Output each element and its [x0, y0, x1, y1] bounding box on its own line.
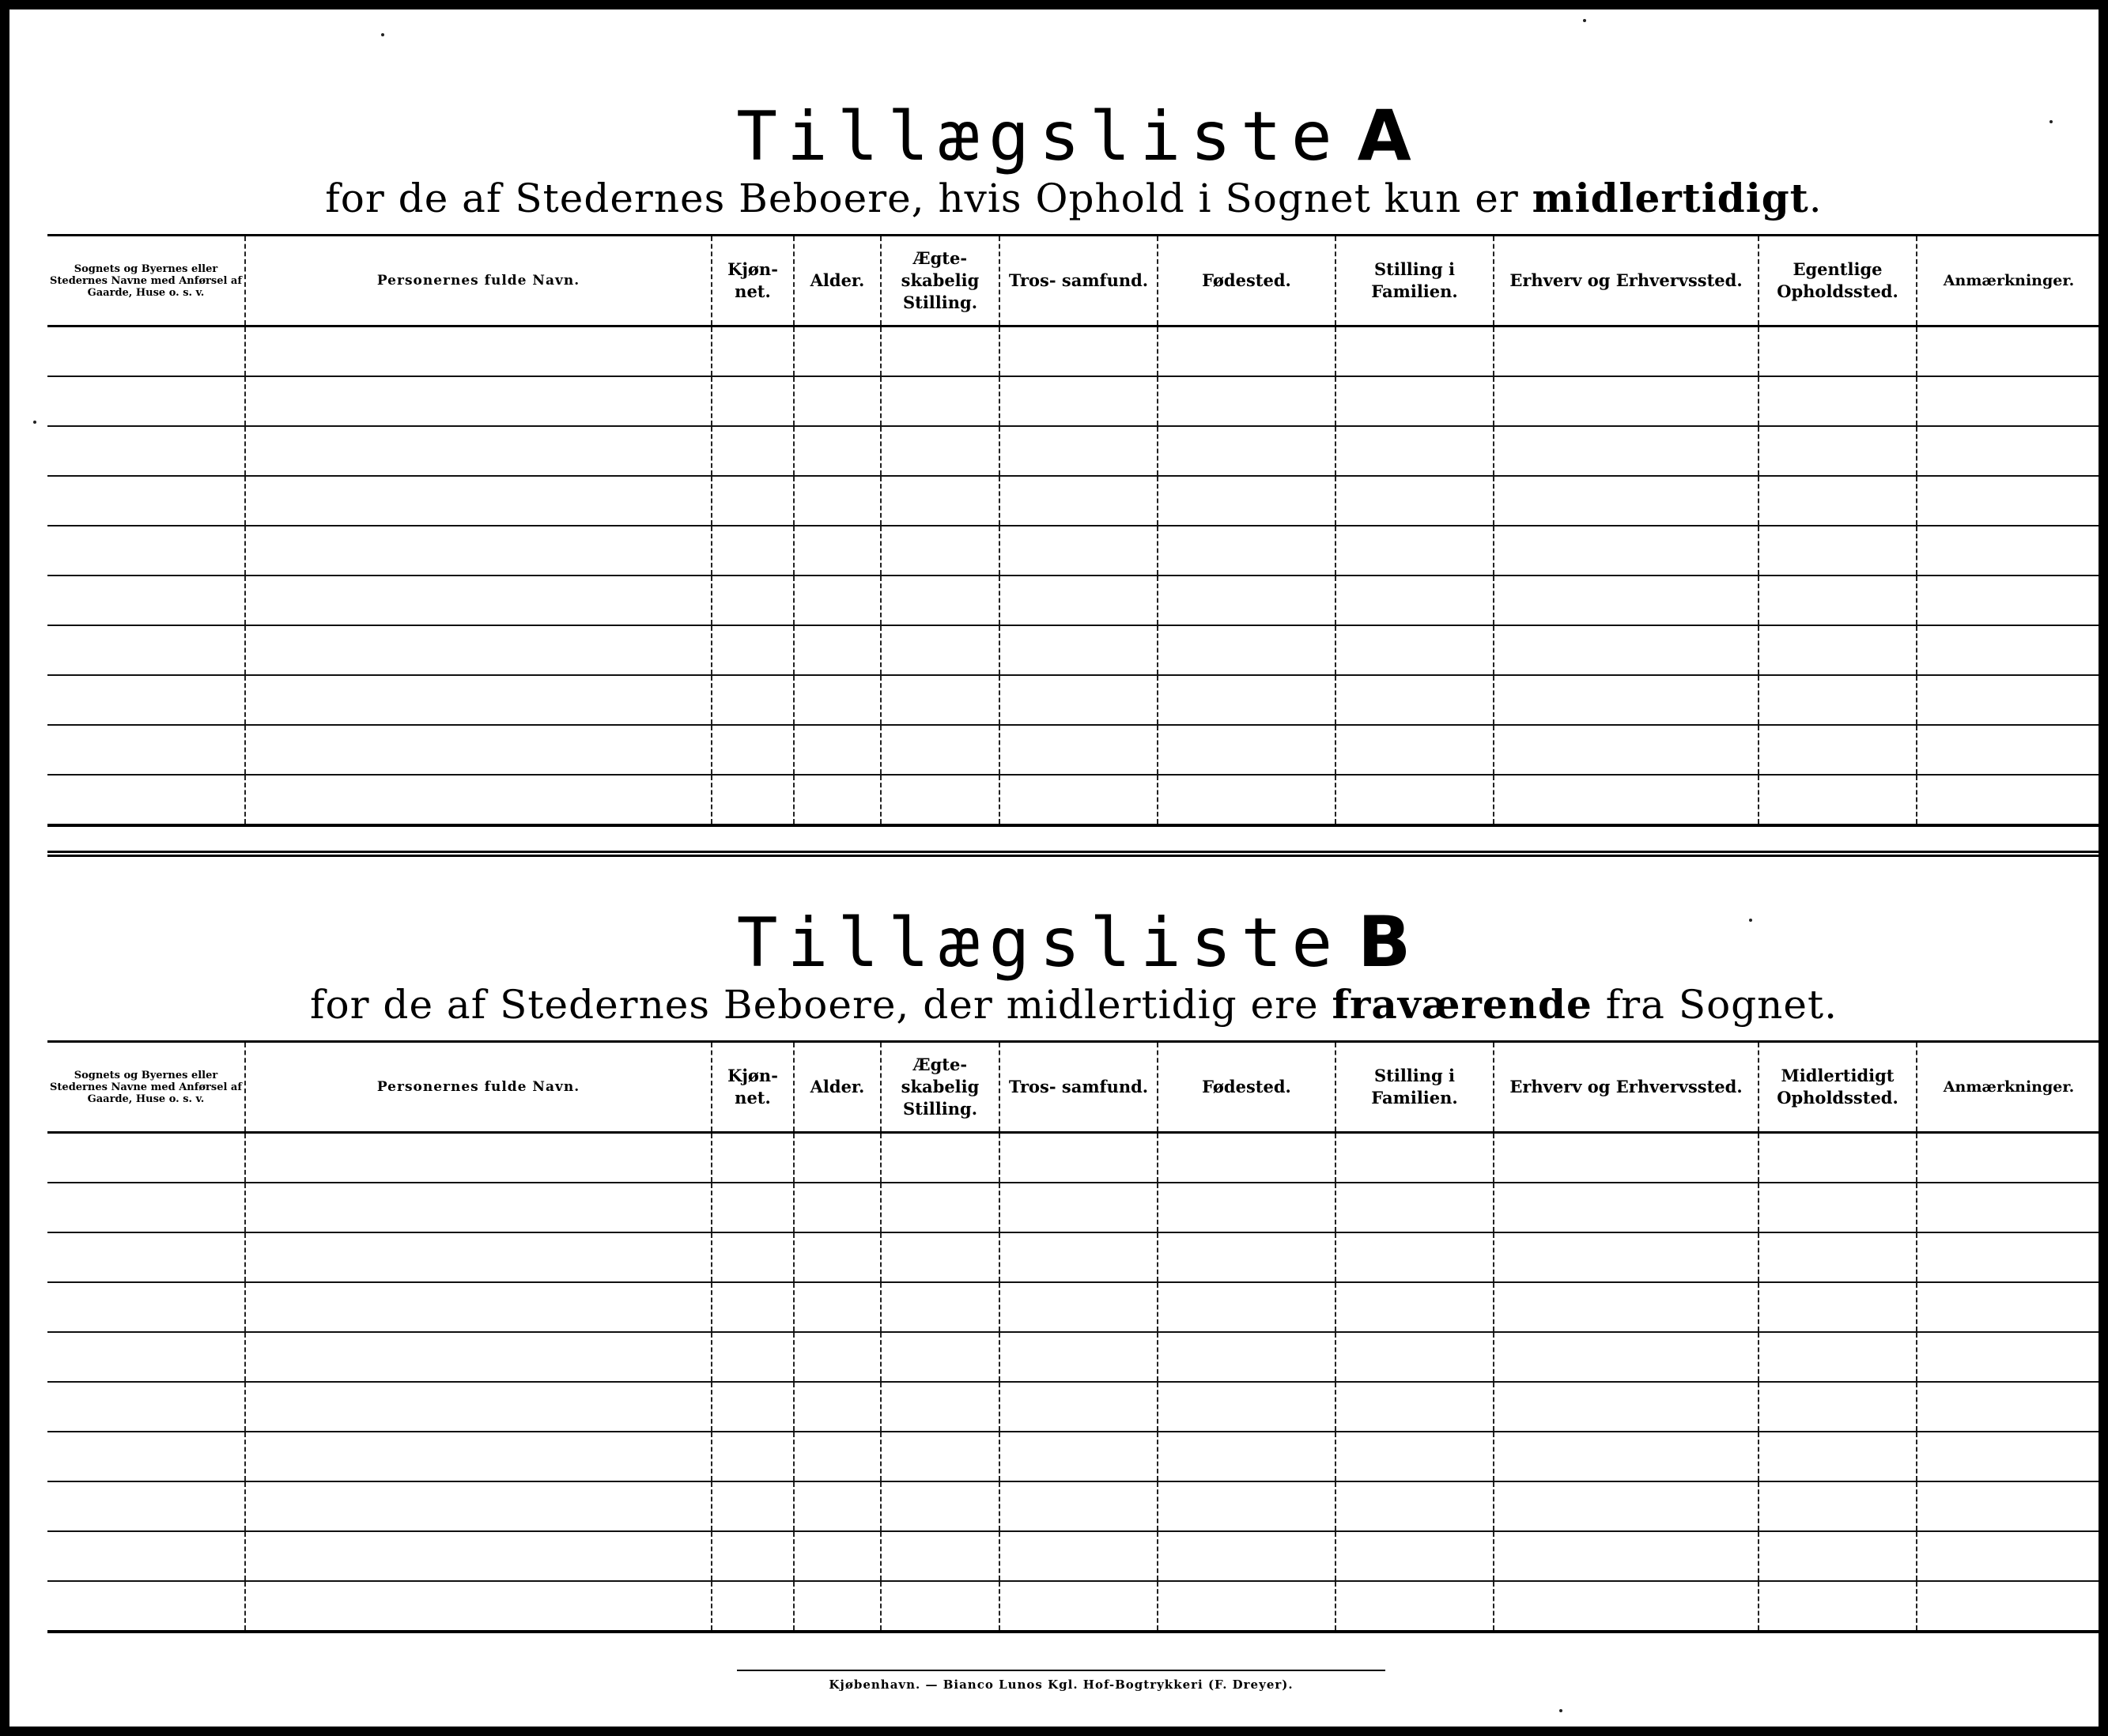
blank-cell[interactable]	[881, 675, 999, 725]
list-a-table	[47, 234, 2099, 827]
blank-cell[interactable]	[1759, 1382, 1917, 1432]
blank-cell[interactable]	[999, 1432, 1158, 1481]
blank-cell[interactable]	[245, 426, 712, 476]
blank-cell[interactable]	[1759, 576, 1917, 625]
print-speck	[1749, 919, 1752, 922]
blank-cell[interactable]	[1158, 1382, 1335, 1432]
blank-cell[interactable]	[1759, 1282, 1917, 1332]
list-b-subtitle	[47, 979, 2099, 1030]
blank-cell[interactable]	[1335, 1133, 1494, 1183]
blank-cell[interactable]	[712, 1282, 794, 1332]
blank-cell[interactable]	[245, 625, 712, 675]
blank-cell[interactable]	[712, 1133, 794, 1183]
blank-cell[interactable]	[881, 1232, 999, 1282]
blank-cell[interactable]	[999, 426, 1158, 476]
blank-cell[interactable]	[881, 625, 999, 675]
blank-cell[interactable]	[245, 1133, 712, 1183]
blank-cell[interactable]	[47, 775, 245, 825]
blank-cell[interactable]	[47, 675, 245, 725]
blank-cell[interactable]	[245, 775, 712, 825]
col-religion: Tros- samfund.	[999, 1042, 1158, 1133]
blank-cell[interactable]	[712, 1581, 794, 1632]
blank-cell[interactable]	[712, 775, 794, 825]
col-occupation: Erhverv og Erhvervssted.	[1494, 236, 1759, 326]
table-row	[47, 725, 2099, 775]
blank-cell[interactable]	[712, 1183, 794, 1232]
blank-cell[interactable]	[245, 326, 712, 377]
blank-cell[interactable]	[1335, 1581, 1494, 1632]
blank-cell[interactable]	[712, 675, 794, 725]
table-row	[47, 576, 2099, 625]
blank-cell[interactable]	[1917, 476, 2099, 526]
blank-cell[interactable]	[712, 625, 794, 675]
blank-cell[interactable]	[794, 576, 881, 625]
blank-cell[interactable]	[1759, 1531, 1917, 1581]
blank-cell[interactable]	[794, 526, 881, 576]
blank-cell[interactable]	[1494, 1183, 1759, 1232]
table-row	[47, 1232, 2099, 1282]
blank-cell[interactable]	[47, 1232, 245, 1282]
blank-cell[interactable]	[1917, 1581, 2099, 1632]
blank-cell[interactable]	[1917, 625, 2099, 675]
blank-cell[interactable]	[1158, 1481, 1335, 1531]
blank-cell[interactable]	[999, 1531, 1158, 1581]
blank-cell[interactable]	[712, 1432, 794, 1481]
blank-cell[interactable]	[245, 725, 712, 775]
table-row	[47, 1432, 2099, 1481]
blank-cell[interactable]	[712, 326, 794, 377]
blank-cell[interactable]	[1335, 326, 1494, 377]
blank-cell[interactable]	[1335, 1432, 1494, 1481]
blank-cell[interactable]	[999, 1183, 1158, 1232]
blank-cell[interactable]	[881, 1581, 999, 1632]
col-religion: Tros- samfund.	[999, 236, 1158, 326]
blank-cell[interactable]	[1494, 576, 1759, 625]
col-family-position: Stilling i Familien.	[1335, 236, 1494, 326]
col-full-name: Personernes fulde Navn.	[245, 236, 712, 326]
blank-cell[interactable]	[1494, 526, 1759, 576]
blank-cell[interactable]	[881, 1432, 999, 1481]
list-b-title	[47, 903, 2099, 983]
blank-cell[interactable]	[999, 1232, 1158, 1282]
blank-cell[interactable]	[1917, 1382, 2099, 1432]
blank-cell[interactable]	[1158, 376, 1335, 426]
col-temporary-residence: Midlertidigt Opholdssted.	[1759, 1042, 1917, 1133]
blank-cell[interactable]	[1759, 1232, 1917, 1282]
blank-cell[interactable]	[1158, 1133, 1335, 1183]
blank-cell[interactable]	[999, 1332, 1158, 1382]
blank-cell[interactable]	[881, 775, 999, 825]
blank-cell[interactable]	[881, 1531, 999, 1581]
blank-cell[interactable]	[1335, 526, 1494, 576]
col-remarks: Anmærkninger.	[1917, 1042, 2099, 1133]
blank-cell[interactable]	[1335, 1332, 1494, 1382]
table-row	[47, 1282, 2099, 1332]
blank-cell[interactable]	[999, 476, 1158, 526]
blank-cell[interactable]	[1158, 675, 1335, 725]
blank-cell[interactable]	[1917, 1183, 2099, 1232]
list-b-letter: B	[1358, 901, 1411, 983]
blank-cell[interactable]	[1158, 1183, 1335, 1232]
blank-cell[interactable]	[1917, 1481, 2099, 1531]
col-sex: Kjøn- net.	[712, 236, 794, 326]
blank-cell[interactable]	[999, 326, 1158, 377]
blank-cell[interactable]	[47, 625, 245, 675]
col-birthplace: Fødested.	[1158, 1042, 1335, 1133]
col-birthplace: Fødested.	[1158, 236, 1335, 326]
blank-cell[interactable]	[1494, 675, 1759, 725]
blank-cell[interactable]	[999, 1282, 1158, 1332]
blank-cell[interactable]	[1917, 1432, 2099, 1481]
list-b-title-text: Tillægsliste	[736, 904, 1343, 983]
list-b-subtitle-emphasis: fraværende	[1332, 981, 1592, 1028]
list-a-subtitle-end: .	[1808, 175, 1823, 221]
blank-cell[interactable]	[47, 1531, 245, 1581]
table-row	[47, 1531, 2099, 1581]
blank-cell[interactable]	[47, 725, 245, 775]
blank-cell[interactable]	[1759, 725, 1917, 775]
print-speck	[381, 33, 384, 36]
blank-cell[interactable]	[999, 526, 1158, 576]
blank-cell[interactable]	[47, 1282, 245, 1332]
blank-cell[interactable]	[1759, 526, 1917, 576]
blank-cell[interactable]	[1335, 1531, 1494, 1581]
blank-cell[interactable]	[794, 1232, 881, 1282]
print-speck	[33, 421, 36, 424]
form-sheet	[9, 9, 2099, 1727]
col-marital-status: Ægte- skabelig Stilling.	[881, 236, 999, 326]
table-row	[47, 1332, 2099, 1382]
blank-cell[interactable]	[712, 476, 794, 526]
blank-cell[interactable]	[245, 1432, 712, 1481]
blank-cell[interactable]	[47, 526, 245, 576]
blank-cell[interactable]	[1759, 1133, 1917, 1183]
blank-cell[interactable]	[712, 426, 794, 476]
list-a-subtitle-text: for de af Stedernes Beboere, hvis Ophold i Sognet kun er	[325, 175, 1532, 221]
section-divider	[47, 851, 2099, 857]
blank-cell[interactable]	[1158, 1232, 1335, 1282]
blank-cell[interactable]	[881, 376, 999, 426]
table-row	[47, 775, 2099, 825]
blank-cell[interactable]	[1759, 775, 1917, 825]
blank-cell[interactable]	[1335, 426, 1494, 476]
blank-cell[interactable]	[47, 376, 245, 426]
blank-cell[interactable]	[245, 1481, 712, 1531]
blank-cell[interactable]	[1759, 1481, 1917, 1531]
table-row	[47, 426, 2099, 476]
list-b-subtitle-text: for de af Stedernes Beboere, der midlertidig ere	[310, 982, 1332, 1028]
blank-cell[interactable]	[245, 675, 712, 725]
blank-cell[interactable]	[1158, 775, 1335, 825]
blank-cell[interactable]	[1759, 1432, 1917, 1481]
list-a-title	[47, 96, 2099, 176]
blank-cell[interactable]	[712, 1382, 794, 1432]
blank-cell[interactable]	[1494, 775, 1759, 825]
col-remarks: Anmærkninger.	[1917, 236, 2099, 326]
blank-cell[interactable]	[47, 1332, 245, 1382]
blank-cell[interactable]	[999, 1133, 1158, 1183]
blank-cell[interactable]	[1158, 625, 1335, 675]
blank-cell[interactable]	[1759, 476, 1917, 526]
blank-cell[interactable]	[794, 1531, 881, 1581]
blank-cell[interactable]	[1917, 576, 2099, 625]
blank-cell[interactable]	[47, 1432, 245, 1481]
col-occupation: Erhverv og Erhvervssted.	[1494, 1042, 1759, 1133]
blank-cell[interactable]	[47, 576, 245, 625]
blank-cell[interactable]	[1917, 1332, 2099, 1382]
blank-cell[interactable]	[1759, 426, 1917, 476]
col-residence: Egentlige Opholdssted.	[1759, 236, 1917, 326]
list-a-subtitle-emphasis: midlertidigt	[1532, 175, 1809, 221]
list-a-subtitle	[47, 173, 2099, 224]
table-row	[47, 1133, 2099, 1183]
table-row	[47, 1183, 2099, 1232]
blank-cell[interactable]	[47, 326, 245, 377]
print-speck	[1583, 19, 1586, 22]
blank-cell[interactable]	[1158, 426, 1335, 476]
list-a-title-text: Tillægsliste	[736, 97, 1342, 176]
blank-cell[interactable]	[1759, 1332, 1917, 1382]
blank-cell[interactable]	[881, 1332, 999, 1382]
blank-cell[interactable]	[1335, 1183, 1494, 1232]
blank-cell[interactable]	[1494, 476, 1759, 526]
blank-cell[interactable]	[712, 1481, 794, 1531]
blank-cell[interactable]	[1158, 476, 1335, 526]
blank-cell[interactable]	[1494, 1432, 1759, 1481]
blank-cell[interactable]	[47, 1183, 245, 1232]
blank-cell[interactable]	[1158, 1432, 1335, 1481]
col-location: Sognets og Byernes eller Stedernes Navne med Anførsel af Gaarde, Huse o. s. v.	[47, 236, 245, 326]
table-row	[47, 526, 2099, 576]
table-row	[47, 476, 2099, 526]
blank-cell[interactable]	[794, 725, 881, 775]
blank-cell[interactable]	[794, 376, 881, 426]
blank-cell[interactable]	[881, 725, 999, 775]
table-row	[47, 675, 2099, 725]
blank-cell[interactable]	[1917, 775, 2099, 825]
blank-cell[interactable]	[245, 1332, 712, 1382]
blank-cell[interactable]	[1335, 576, 1494, 625]
blank-cell[interactable]	[1335, 1481, 1494, 1531]
blank-cell[interactable]	[1158, 725, 1335, 775]
blank-cell[interactable]	[712, 1232, 794, 1282]
blank-cell[interactable]	[1494, 1282, 1759, 1332]
blank-cell[interactable]	[47, 1382, 245, 1432]
blank-cell[interactable]	[1335, 775, 1494, 825]
blank-cell[interactable]	[1158, 1332, 1335, 1382]
blank-cell[interactable]	[245, 476, 712, 526]
list-b-body	[47, 1133, 2099, 1632]
blank-cell[interactable]	[1494, 426, 1759, 476]
blank-cell[interactable]	[1494, 1133, 1759, 1183]
blank-cell[interactable]	[1494, 1581, 1759, 1632]
blank-cell[interactable]	[794, 1332, 881, 1382]
table-row	[47, 625, 2099, 675]
blank-cell[interactable]	[47, 1481, 245, 1531]
blank-cell[interactable]	[1335, 675, 1494, 725]
blank-cell[interactable]	[794, 1133, 881, 1183]
blank-cell[interactable]	[881, 476, 999, 526]
blank-cell[interactable]	[999, 1481, 1158, 1531]
table-row	[47, 1481, 2099, 1531]
blank-cell[interactable]	[1158, 1581, 1335, 1632]
blank-cell[interactable]	[794, 1183, 881, 1232]
blank-cell[interactable]	[1917, 1232, 2099, 1282]
blank-cell[interactable]	[794, 1481, 881, 1531]
blank-cell[interactable]	[794, 625, 881, 675]
blank-cell[interactable]	[1917, 1282, 2099, 1332]
blank-cell[interactable]	[1335, 725, 1494, 775]
blank-cell[interactable]	[794, 1382, 881, 1432]
blank-cell[interactable]	[1335, 376, 1494, 426]
blank-cell[interactable]	[1494, 625, 1759, 675]
blank-cell[interactable]	[245, 1232, 712, 1282]
blank-cell[interactable]	[1759, 326, 1917, 377]
blank-cell[interactable]	[881, 426, 999, 476]
blank-cell[interactable]	[794, 1581, 881, 1632]
blank-cell[interactable]	[999, 725, 1158, 775]
blank-cell[interactable]	[794, 426, 881, 476]
blank-cell[interactable]	[1335, 1232, 1494, 1282]
blank-cell[interactable]	[712, 1332, 794, 1382]
blank-cell[interactable]	[712, 725, 794, 775]
blank-cell[interactable]	[1917, 1531, 2099, 1581]
blank-cell[interactable]	[999, 675, 1158, 725]
blank-cell[interactable]	[881, 526, 999, 576]
list-a-body	[47, 326, 2099, 826]
blank-cell[interactable]	[245, 1282, 712, 1332]
blank-cell[interactable]	[881, 1183, 999, 1232]
col-location: Sognets og Byernes eller Stedernes Navne med Anførsel af Gaarde, Huse o. s. v.	[47, 1042, 245, 1133]
blank-cell[interactable]	[245, 1581, 712, 1632]
blank-cell[interactable]	[1158, 1282, 1335, 1332]
blank-cell[interactable]	[245, 526, 712, 576]
blank-cell[interactable]	[1917, 376, 2099, 426]
blank-cell[interactable]	[881, 326, 999, 377]
blank-cell[interactable]	[881, 576, 999, 625]
blank-cell[interactable]	[999, 576, 1158, 625]
blank-cell[interactable]	[1759, 625, 1917, 675]
blank-cell[interactable]	[1158, 526, 1335, 576]
blank-cell[interactable]	[1917, 526, 2099, 576]
blank-cell[interactable]	[1917, 426, 2099, 476]
blank-cell[interactable]	[1494, 1232, 1759, 1282]
blank-cell[interactable]	[712, 376, 794, 426]
blank-cell[interactable]	[999, 1382, 1158, 1432]
blank-cell[interactable]	[1494, 1382, 1759, 1432]
blank-cell[interactable]	[47, 476, 245, 526]
blank-cell[interactable]	[1917, 675, 2099, 725]
blank-cell[interactable]	[881, 1282, 999, 1332]
blank-cell[interactable]	[1759, 675, 1917, 725]
printer-imprint: Kjøbenhavn. — Bianco Lunos Kgl. Hof-Bogtrykkeri (F. Dreyer).	[737, 1670, 1385, 1692]
blank-cell[interactable]	[1494, 1481, 1759, 1531]
blank-cell[interactable]	[1158, 1531, 1335, 1581]
blank-cell[interactable]	[1759, 376, 1917, 426]
blank-cell[interactable]	[1494, 1531, 1759, 1581]
list-a-letter: A	[1357, 95, 1411, 176]
blank-cell[interactable]	[47, 1133, 245, 1183]
list-b-table	[47, 1040, 2099, 1633]
blank-cell[interactable]	[881, 1133, 999, 1183]
col-marital-status: Ægte- skabelig Stilling.	[881, 1042, 999, 1133]
col-family-position: Stilling i Familien.	[1335, 1042, 1494, 1133]
blank-cell[interactable]	[794, 476, 881, 526]
col-full-name: Personernes fulde Navn.	[245, 1042, 712, 1133]
table-row	[47, 1581, 2099, 1632]
print-speck	[2049, 120, 2053, 123]
blank-cell[interactable]	[881, 1382, 999, 1432]
blank-cell[interactable]	[1335, 625, 1494, 675]
list-b-subtitle-end: fra Sognet.	[1592, 982, 1838, 1028]
blank-cell[interactable]	[245, 576, 712, 625]
blank-cell[interactable]	[1158, 326, 1335, 377]
blank-cell[interactable]	[1158, 576, 1335, 625]
blank-cell[interactable]	[999, 1581, 1158, 1632]
blank-cell[interactable]	[1917, 725, 2099, 775]
blank-cell[interactable]	[794, 1282, 881, 1332]
col-age: Alder.	[794, 1042, 881, 1133]
print-speck	[1559, 1709, 1562, 1712]
blank-cell[interactable]	[1759, 1581, 1917, 1632]
blank-cell[interactable]	[1759, 1183, 1917, 1232]
blank-cell[interactable]	[999, 775, 1158, 825]
blank-cell[interactable]	[245, 1382, 712, 1432]
blank-cell[interactable]	[245, 1183, 712, 1232]
blank-cell[interactable]	[245, 1531, 712, 1581]
blank-cell[interactable]	[1494, 725, 1759, 775]
blank-cell[interactable]	[999, 625, 1158, 675]
table-row	[47, 376, 2099, 426]
blank-cell[interactable]	[1335, 1282, 1494, 1332]
blank-cell[interactable]	[712, 1531, 794, 1581]
col-age: Alder.	[794, 236, 881, 326]
blank-cell[interactable]	[1494, 326, 1759, 377]
blank-cell[interactable]	[1917, 1133, 2099, 1183]
blank-cell[interactable]	[794, 326, 881, 377]
blank-cell[interactable]	[1494, 376, 1759, 426]
blank-cell[interactable]	[794, 775, 881, 825]
blank-cell[interactable]	[1917, 326, 2099, 377]
blank-cell[interactable]	[1335, 476, 1494, 526]
blank-cell[interactable]	[881, 1481, 999, 1531]
blank-cell[interactable]	[245, 376, 712, 426]
blank-cell[interactable]	[1494, 1332, 1759, 1382]
blank-cell[interactable]	[47, 1581, 245, 1632]
table-row	[47, 1382, 2099, 1432]
table-row	[47, 326, 2099, 377]
blank-cell[interactable]	[794, 675, 881, 725]
blank-cell[interactable]	[712, 526, 794, 576]
blank-cell[interactable]	[712, 576, 794, 625]
blank-cell[interactable]	[47, 426, 245, 476]
blank-cell[interactable]	[999, 376, 1158, 426]
col-sex: Kjøn- net.	[712, 1042, 794, 1133]
blank-cell[interactable]	[794, 1432, 881, 1481]
blank-cell[interactable]	[1335, 1382, 1494, 1432]
